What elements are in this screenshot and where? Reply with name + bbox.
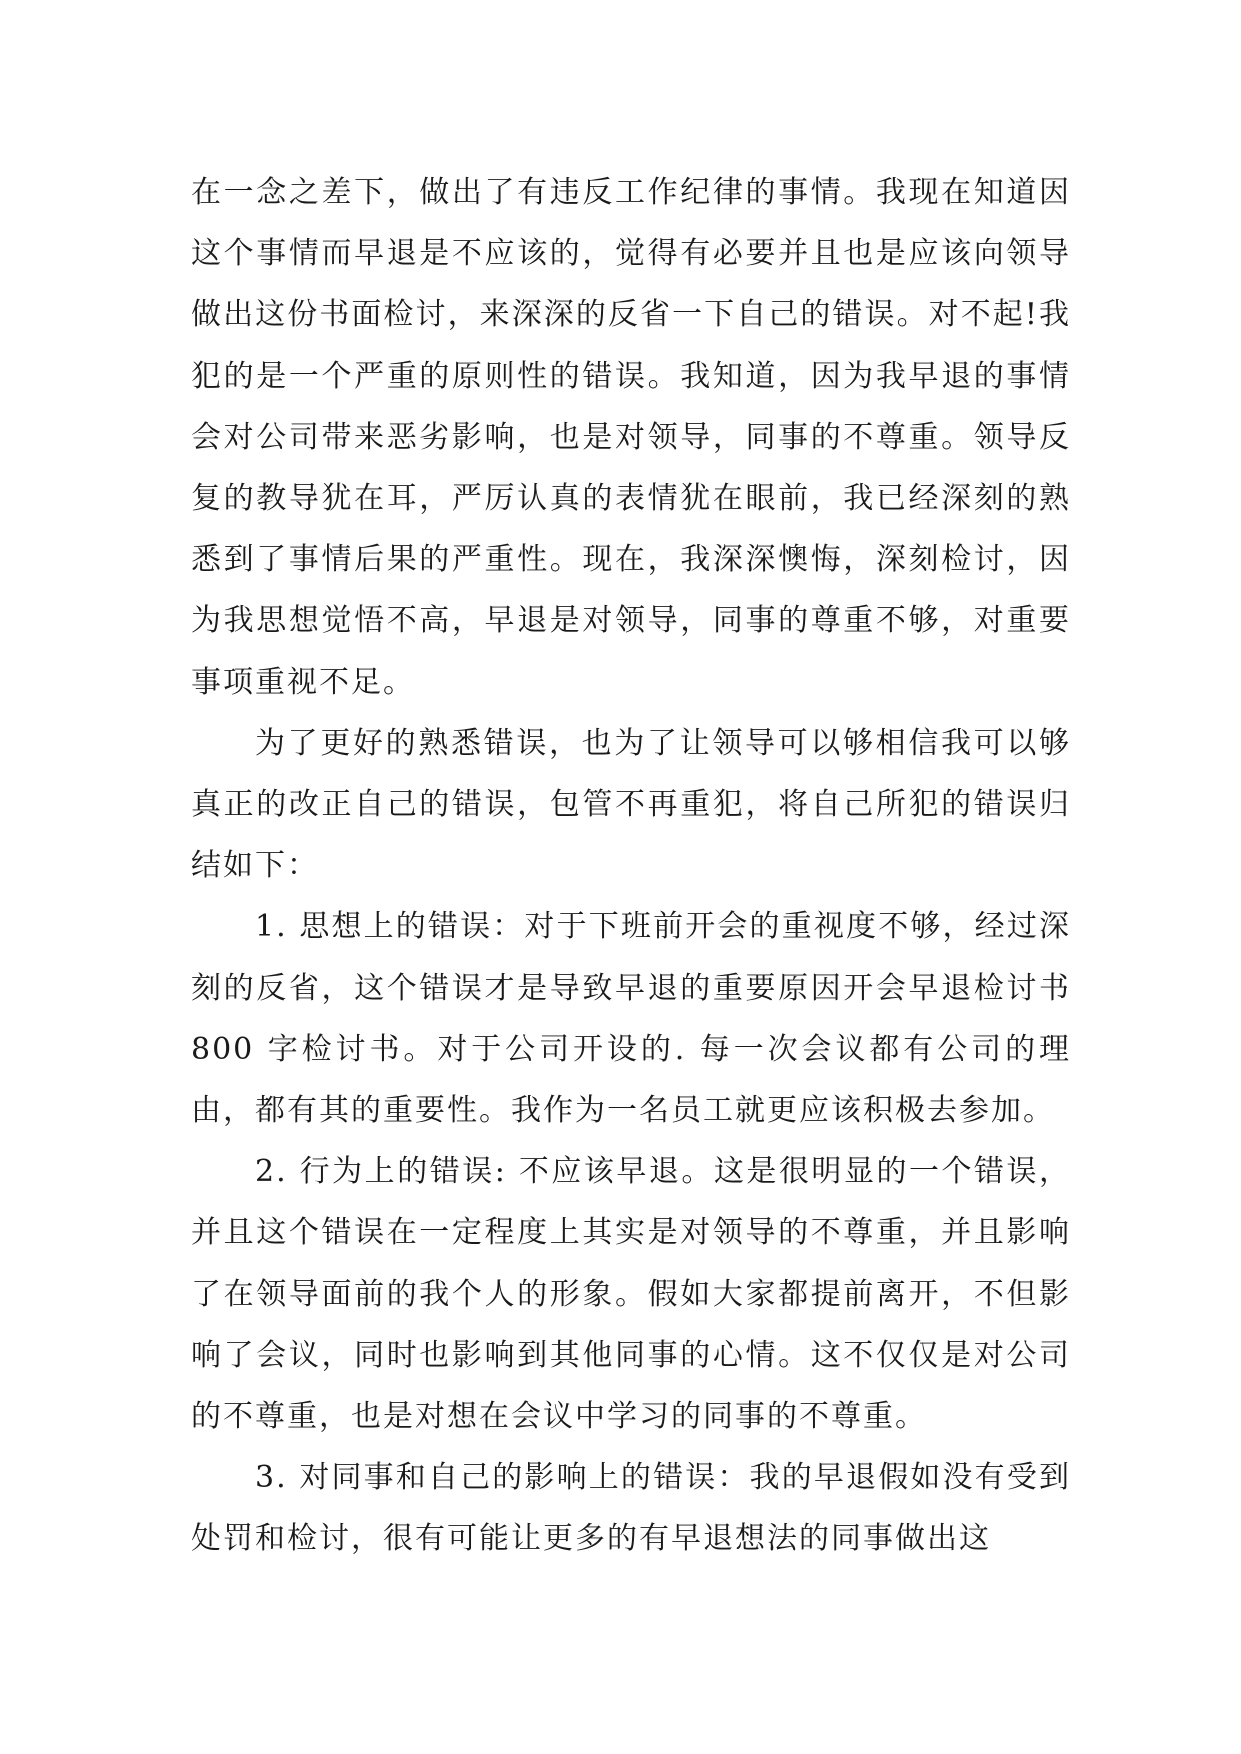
paragraph-5: 3. 对同事和自己的影响上的错误：我的早退假如没有受到处罚和检讨，很有可能让更多的有早退想法的同事做出这 xyxy=(191,1460,1071,1557)
paragraph-1: 在一念之差下，做出了有违反工作纪律的事情。我现在知道因这个事情而早退是不应该的，觉得有必要并且也是应该向领导做出这份书面检讨，来深深的反省一下自己的错误。对不起!我犯的是一个严重的原则性的错误。我知道，因为我早退的事情会对公司带来恶劣影响，也是对领导，同事的不尊重。领导反复的教导犹在耳，严厉认真的表情犹在眼前，我已经深刻的熟悉到了事情后果的严重性。现在，我深深懊悔，深刻检讨，因为我思想觉悟不高，早退是对领导，同事的尊重不够，对重要事项重视不足。 xyxy=(191,175,1071,700)
document-body xyxy=(191,162,1071,1570)
paragraph-3: 1. 思想上的错误：对于下班前开会的重视度不够，经过深刻的反省，这个错误才是导致早退的重要原因开会早退检讨书 800 字检讨书。对于公司开设的. 每一次会议都有公司的理由，都有其的重要性。我作为一名员工就更应该积极去参加。 xyxy=(191,909,1071,1129)
paragraph-2: 为了更好的熟悉错误，也为了让领导可以够相信我可以够真正的改正自己的错误，包管不再重犯，将自己所犯的错误归结如下： xyxy=(191,725,1071,884)
paragraph-4: 2. 行为上的错误: 不应该早退。这是很明显的一个错误，并且这个错误在一定程度上其实是对领导的不尊重，并且影响了在领导面前的我个人的形象。假如大家都提前离开，不但影响了会议，同时也影响到其他同事的心情。这不仅仅是对公司的不尊重，也是对想在会议中学习的同事的不尊重。 xyxy=(191,1154,1071,1435)
